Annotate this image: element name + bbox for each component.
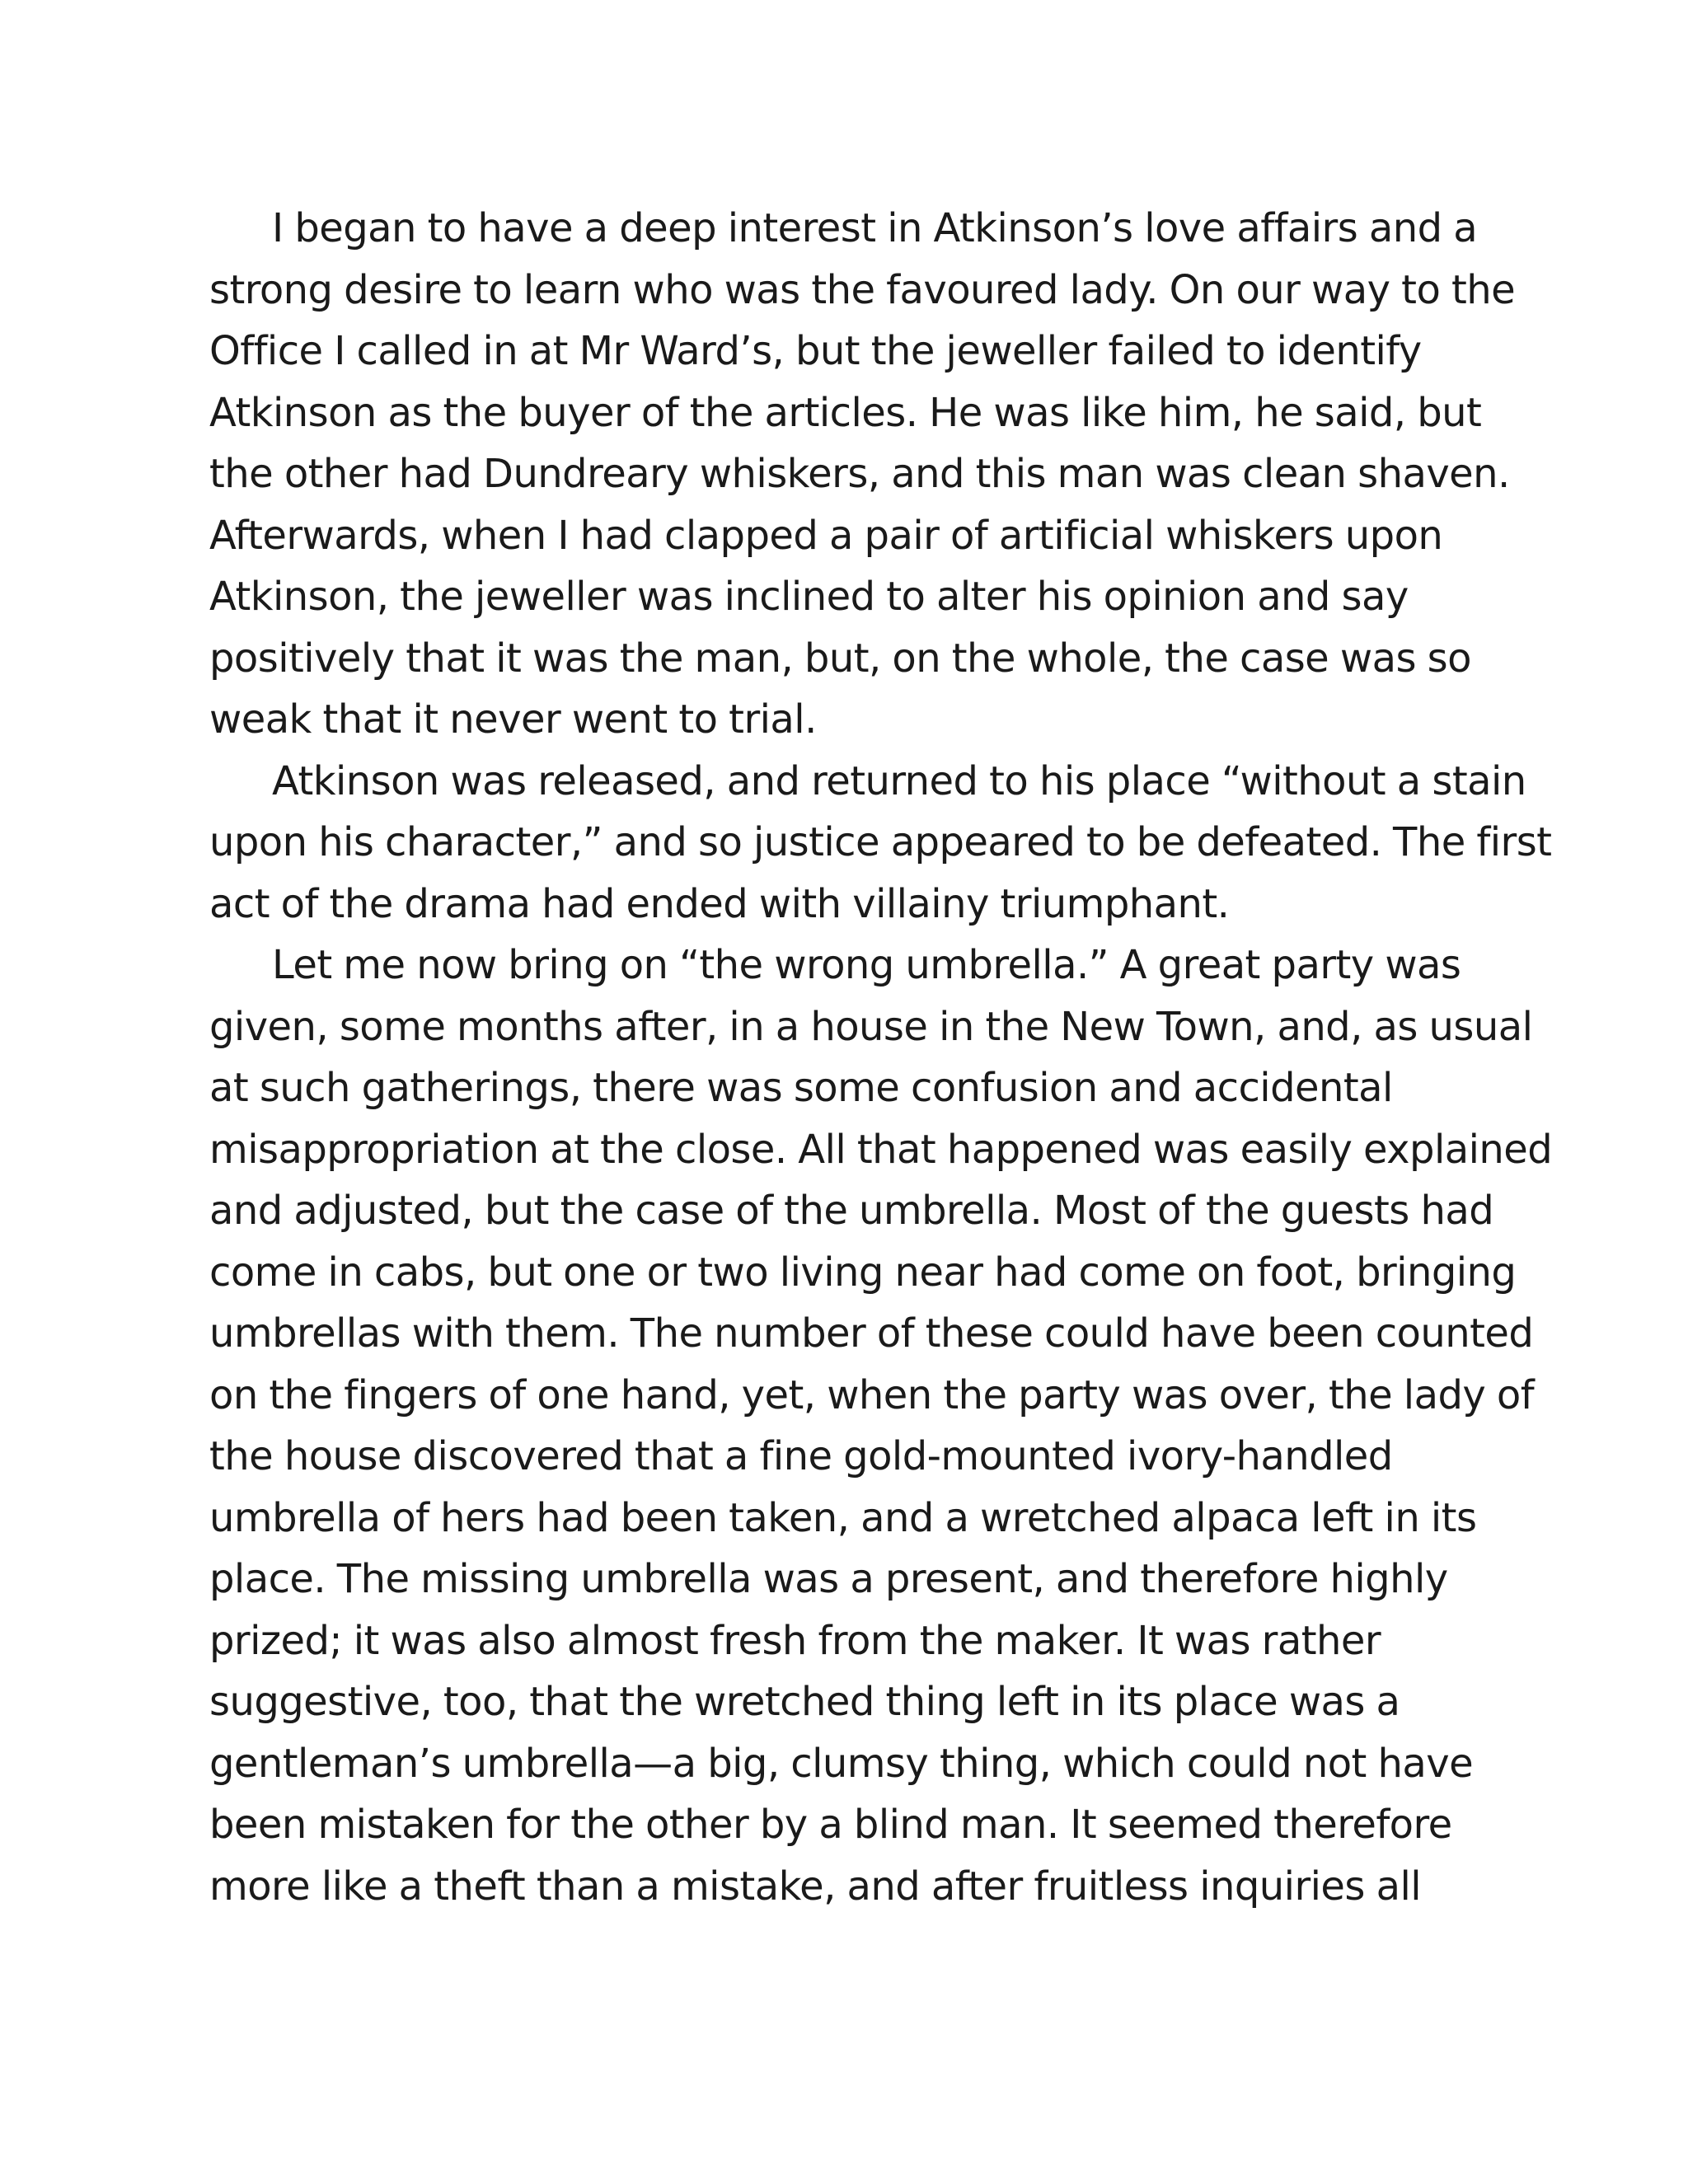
paragraph-3-line-14: gentleman’s umbrella—a big, clumsy thing, which could not have: [209, 1740, 1474, 1787]
paragraph-3-line-3: at such gatherings, there was some confusion and accidental: [209, 1065, 1393, 1111]
paragraph-1-line-1: I began to have a deep interest in Atkinson’s love affairs and a: [272, 205, 1478, 251]
paragraph-1-line-2: strong desire to learn who was the favoured lady. On our way to the: [209, 266, 1516, 313]
paragraph-3-line-1: Let me now bring on “the wrong umbrella.” A great party was: [272, 942, 1461, 988]
paragraph-3-line-10: umbrella of hers had been taken, and a wretched alpaca left in its: [209, 1494, 1477, 1541]
paragraph-1-line-8: positively that it was the man, but, on the whole, the case was so: [209, 635, 1471, 682]
paragraph-1-line-4: Atkinson as the buyer of the articles. He was like him, he said, but: [209, 389, 1482, 436]
paragraph-1-line-3: Office I called in at Mr Ward’s, but the jeweller failed to identify: [209, 328, 1422, 374]
paragraph-3-line-7: umbrellas with them. The number of these could have been counted: [209, 1310, 1534, 1357]
paragraph-1-line-5: the other had Dundreary whiskers, and this man was clean shaven.: [209, 451, 1510, 497]
paragraph-3-line-9: the house discovered that a fine gold-mounted ivory-handled: [209, 1433, 1393, 1479]
paragraph-3-line-6: come in cabs, but one or two living near had come on foot, bringing: [209, 1249, 1517, 1296]
paragraph-1-line-7: Atkinson, the jeweller was inclined to alter his opinion and say: [209, 574, 1409, 620]
paragraph-3-line-8: on the fingers of one hand, yet, when the party was over, the lady of: [209, 1371, 1535, 1418]
paragraph-2-line-1: Atkinson was released, and returned to his place “without a stain: [272, 757, 1526, 804]
paragraph-3-line-4: misappropriation at the close. All that happened was easily explained: [209, 1126, 1553, 1173]
paragraph-3-line-16: more like a theft than a mistake, and after fruitless inquiries all: [209, 1863, 1422, 1910]
paragraph-3-line-2: given, some months after, in a house in the New Town, and, as usual: [209, 1003, 1533, 1050]
paragraph-3-line-12: prized; it was also almost fresh from the maker. It was rather: [209, 1617, 1381, 1664]
body-text: [209, 198, 1553, 1917]
paragraph-3-line-5: and adjusted, but the case of the umbrella. Most of the guests had: [209, 1188, 1494, 1234]
paragraph-1-line-9: weak that it never went to trial.: [209, 696, 817, 743]
paragraph-3-line-11: place. The missing umbrella was a present, and therefore highly: [209, 1556, 1448, 1602]
paragraph-3-line-15: been mistaken for the other by a blind man. It seemed therefore: [209, 1802, 1452, 1848]
paragraph-3-line-13: suggestive, too, that the wretched thing left in its place was a: [209, 1679, 1400, 1725]
paragraph-2-line-3: act of the drama had ended with villainy triumphant.: [209, 880, 1230, 927]
paragraph-2-line-2: upon his character,” and so justice appeared to be defeated. The first: [209, 819, 1552, 865]
paragraph-1-line-6: Afterwards, when I had clapped a pair of artificial whiskers upon: [209, 512, 1443, 559]
